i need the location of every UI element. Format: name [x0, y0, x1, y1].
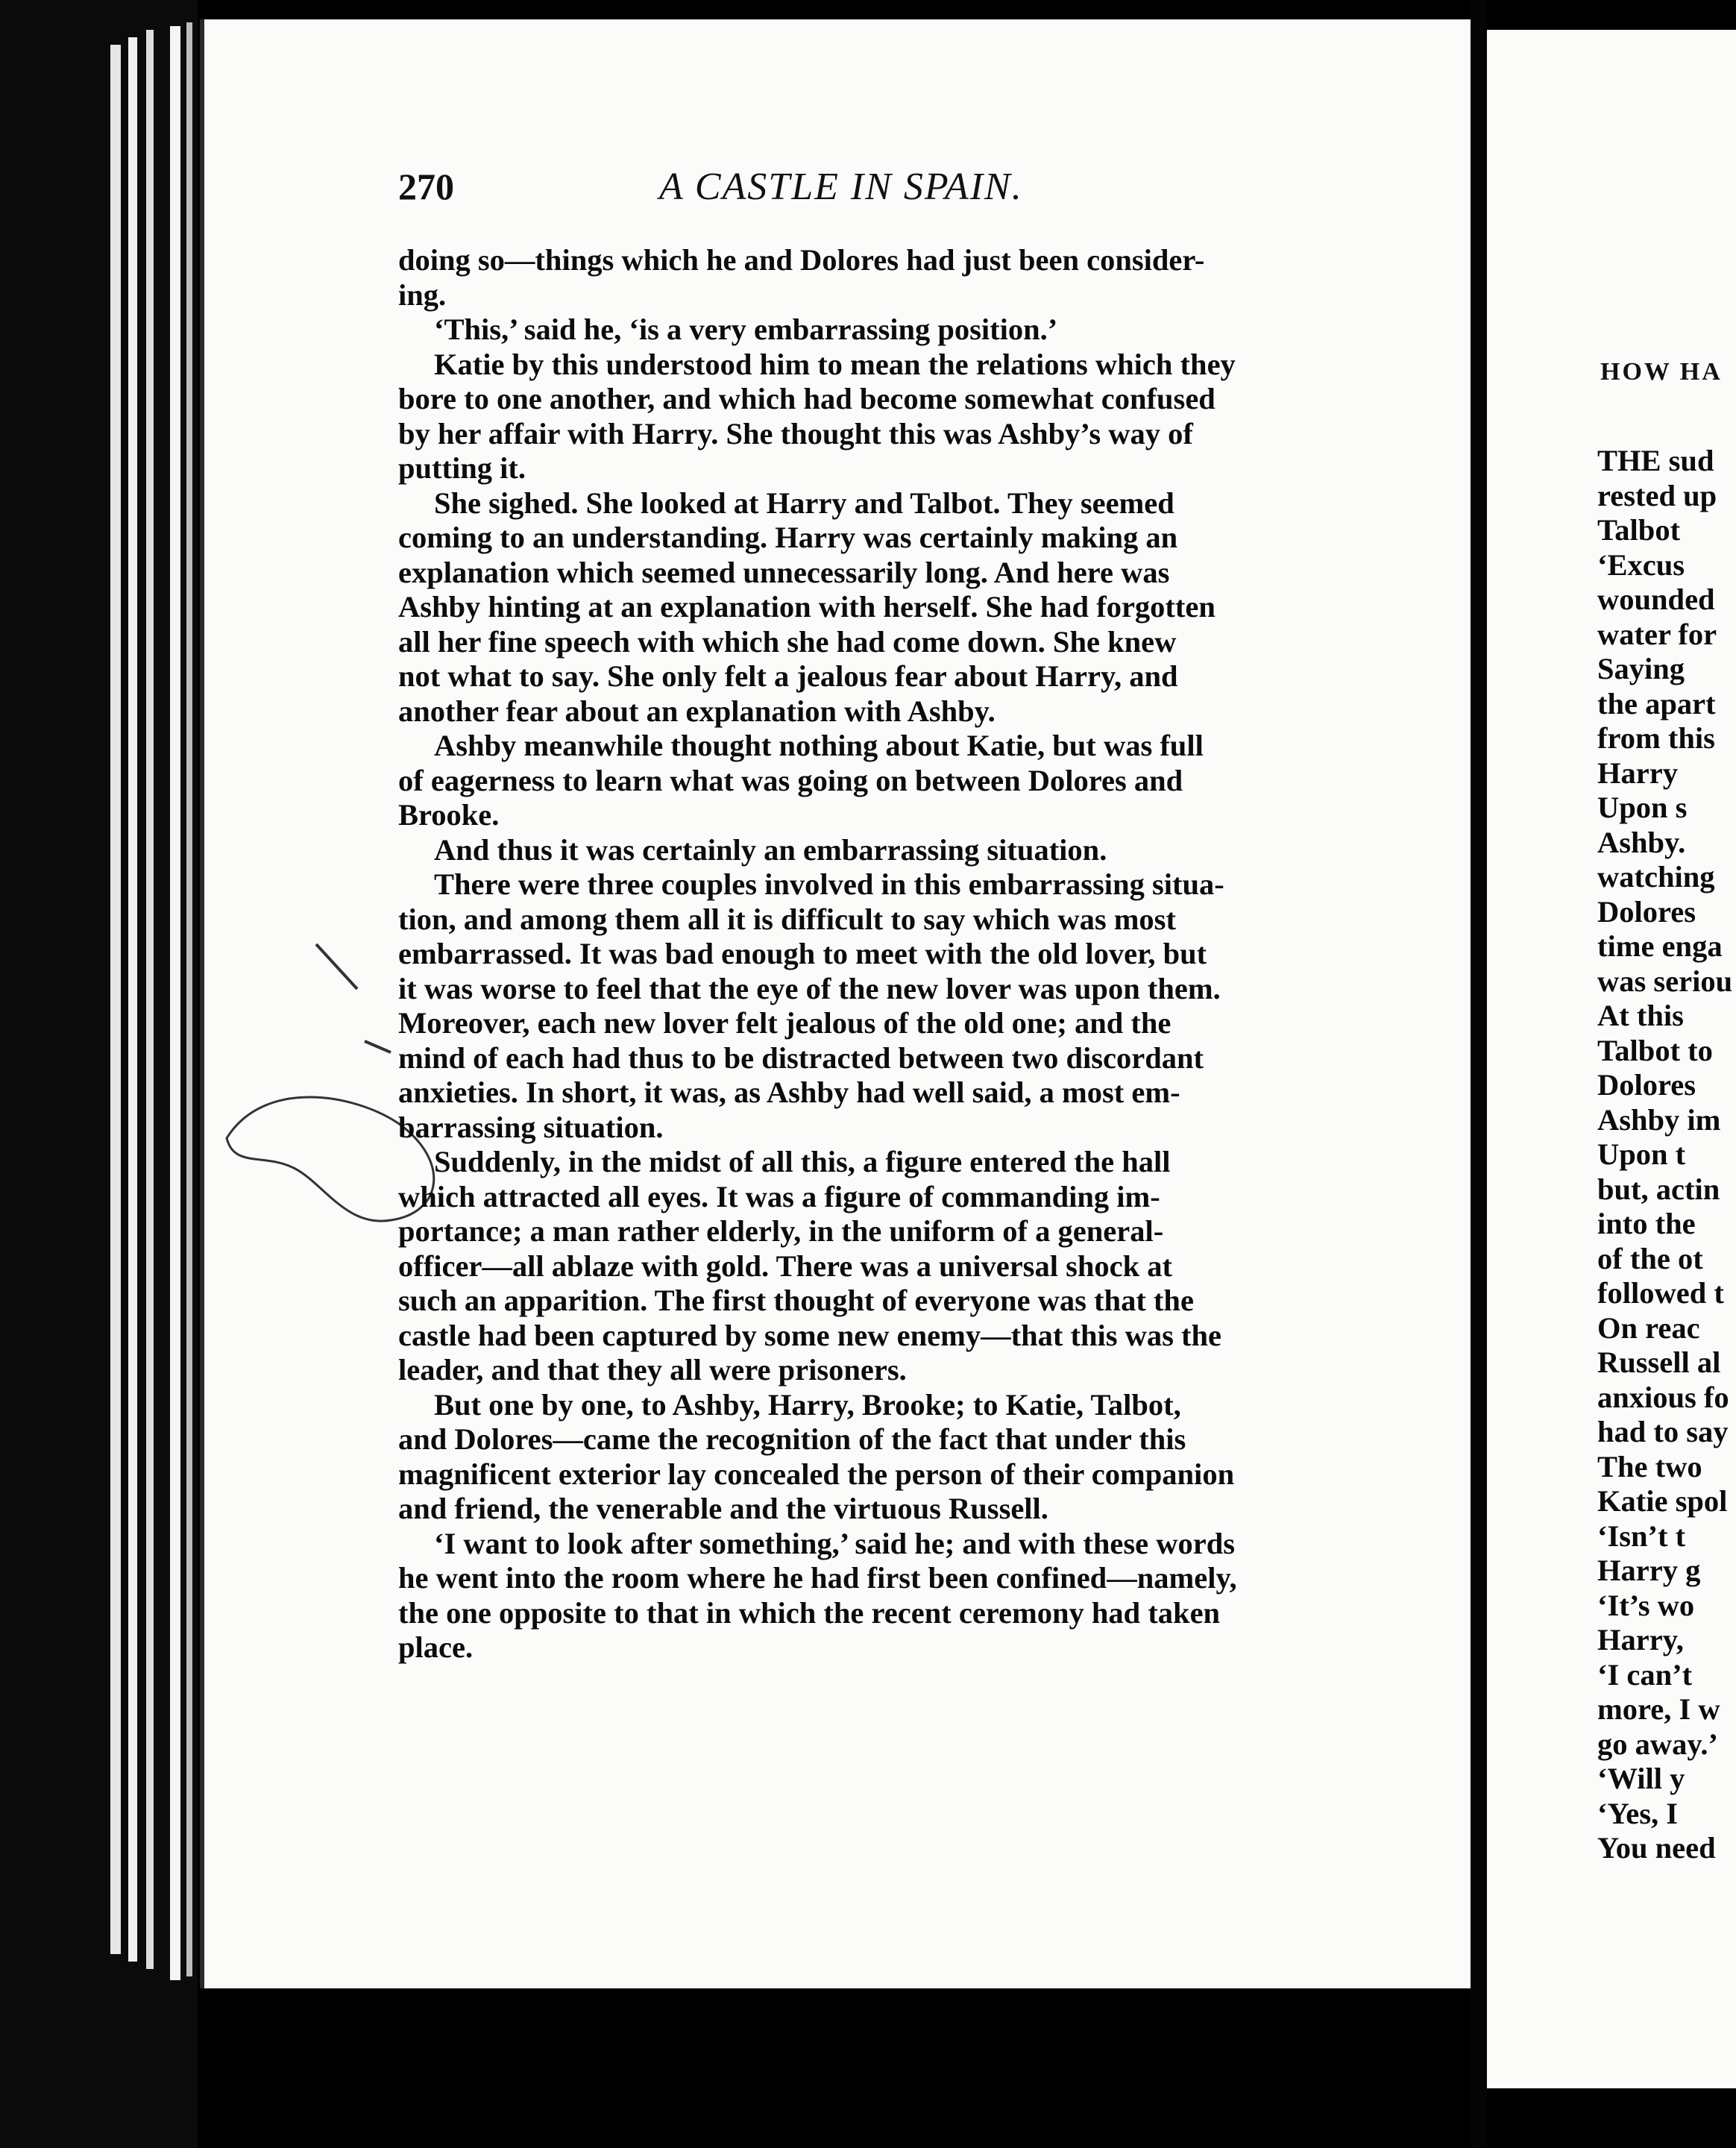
- text-line: the one opposite to that in which the recent ceremony had taken: [398, 1595, 1221, 1630]
- text-line: The two: [1597, 1449, 1702, 1483]
- text-line: place.: [398, 1630, 474, 1664]
- text-line: bore to one another, and which had become somewhat confused: [398, 382, 1215, 415]
- text-line: On reac: [1597, 1310, 1700, 1345]
- text-line: wounded: [1597, 582, 1715, 616]
- text-line: more, I w: [1597, 1692, 1720, 1726]
- text-line: THE sud: [1597, 444, 1714, 477]
- text-line: of eagerness to learn what was going on between Dolores and: [398, 763, 1183, 797]
- text-line: had to say: [1597, 1415, 1729, 1448]
- text-line: was seriou: [1597, 964, 1733, 998]
- text-line: time enga: [1597, 929, 1723, 963]
- text-line: You need: [1597, 1831, 1716, 1865]
- text-line: Harry: [1597, 756, 1678, 790]
- text-line: Suddenly, in the midst of all this, a figure entered the hall: [434, 1145, 1171, 1178]
- text-line: all her fine speech with which she had come down. She knew: [398, 624, 1177, 659]
- text-line: portance; a man rather elderly, in the uniform of a general-: [398, 1214, 1164, 1248]
- text-line: go away.’: [1597, 1727, 1718, 1761]
- text-line: not what to say. She only felt a jealous fear about Harry, and: [398, 659, 1178, 693]
- text-line: ‘This,’ said he, ‘is a very embarrassing position.’: [434, 313, 1058, 346]
- text-line: and Dolores—came the recognition of the fact that under this: [398, 1422, 1186, 1456]
- text-line: from this: [1597, 721, 1715, 755]
- text-line: Ashby hinting at an explanation with herself. She had forgotten: [398, 590, 1215, 624]
- text-line: ‘Isn’t t: [1597, 1519, 1686, 1553]
- text-line: ‘Will y: [1597, 1762, 1685, 1795]
- page-number: 270: [398, 166, 454, 207]
- text-line: embarrassed. It was bad enough to meet with the old lover, but: [398, 937, 1207, 970]
- body-text: [398, 243, 1562, 1665]
- text-line: barrassing situation.: [398, 1110, 664, 1144]
- text-line: leader, and that they all were prisoners.: [398, 1353, 907, 1387]
- text-line: such an apparition. The first thought of everyone was that the: [398, 1284, 1194, 1317]
- text-line: ‘Excus: [1597, 547, 1685, 582]
- text-line: She sighed. She looked at Harry and Talbot. They seemed: [434, 486, 1174, 520]
- text-line: doing so—things which he and Dolores had just been consider-: [398, 243, 1205, 277]
- text-line: into the: [1597, 1207, 1696, 1240]
- text-line: ‘Yes, I: [1597, 1796, 1678, 1830]
- running-title: A CASTLE IN SPAIN.: [659, 166, 1023, 208]
- text-line: Talbot: [1597, 513, 1681, 547]
- text-line: mind of each had thus to be distracted between two discordant: [398, 1040, 1204, 1075]
- ink-tick-mark: [365, 1041, 391, 1052]
- text-line: magnificent exterior lay concealed the person of their companion: [398, 1457, 1235, 1491]
- text-line: Katie spol: [1597, 1484, 1728, 1518]
- text-line: castle had been captured by some new enemy—that this was the: [398, 1318, 1221, 1352]
- text-line: Harry,: [1597, 1623, 1684, 1656]
- left-page: [200, 19, 1475, 1988]
- text-line: ‘I want to look after something,’ said he; and with these words: [434, 1526, 1236, 1560]
- text-line: Ashby.: [1597, 825, 1686, 859]
- right-body-text: [1597, 444, 1732, 1866]
- page-edge: [110, 45, 121, 1954]
- text-line: he went into the room where he had first been confined—namely,: [398, 1561, 1237, 1595]
- text-line: Russell al: [1597, 1345, 1721, 1379]
- text-line: Brooke.: [398, 798, 500, 832]
- text-line: Harry g: [1597, 1554, 1701, 1587]
- running-head: [398, 165, 1562, 217]
- right-page: [1487, 30, 1736, 2088]
- page-edge: [186, 22, 192, 1976]
- text-line: ing.: [398, 277, 447, 312]
- text-line: Dolores: [1597, 1068, 1696, 1102]
- text-line: rested up: [1597, 478, 1717, 512]
- text-line: And thus it was certainly an embarrassing situation.: [434, 832, 1107, 867]
- text-line: tion, and among them all it is difficult to say which was most: [398, 902, 1176, 936]
- text-line: anxieties. In short, it was, as Ashby had well said, a most em-: [398, 1075, 1180, 1109]
- text-line: which attracted all eyes. It was a figure of commanding im-: [398, 1179, 1160, 1213]
- text-line: putting it.: [398, 451, 526, 485]
- text-line: But one by one, to Ashby, Harry, Brooke; to Katie, Talbot,: [434, 1387, 1181, 1422]
- page-edge: [146, 30, 154, 1969]
- book-gutter: [1471, 0, 1487, 2148]
- text-line: watching: [1597, 860, 1715, 894]
- right-running-head: HOW HA: [1600, 358, 1723, 386]
- text-line: explanation which seemed unnecessarily long. And here was: [398, 555, 1170, 589]
- text-line: and friend, the venerable and the virtuous Russell.: [398, 1492, 1048, 1525]
- text-line: by her affair with Harry. She thought this was Ashby’s way of: [398, 416, 1193, 450]
- ink-tick-mark: [316, 944, 357, 989]
- text-line: Talbot to: [1597, 1033, 1713, 1067]
- text-line: Dolores: [1597, 894, 1696, 929]
- text-line: ‘It’s wo: [1597, 1588, 1695, 1622]
- text-line: of the ot: [1597, 1241, 1703, 1275]
- text-line: Ashby meanwhile thought nothing about Katie, but was full: [434, 729, 1204, 762]
- page-edge: [170, 26, 180, 1980]
- text-line: water for: [1597, 617, 1717, 651]
- text-line: anxious fo: [1597, 1380, 1729, 1414]
- text-line: another fear about an explanation with Ashby.: [398, 694, 996, 728]
- text-line: At this: [1597, 999, 1684, 1032]
- text-line: officer—all ablaze with gold. There was a universal shock at: [398, 1249, 1172, 1283]
- text-line: it was worse to feel that the eye of the new lover was upon them.: [398, 971, 1221, 1005]
- text-line: There were three couples involved in this embarrassing situa-: [434, 867, 1224, 901]
- text-line: coming to an understanding. Harry was certainly making an: [398, 521, 1178, 554]
- text-line: Moreover, each new lover felt jealous of the old one; and the: [398, 1006, 1172, 1040]
- text-line: Upon t: [1597, 1137, 1686, 1171]
- text-line: the apart: [1597, 686, 1716, 720]
- text-line: Ashby im: [1597, 1102, 1721, 1137]
- text-line: but, actin: [1597, 1172, 1720, 1206]
- page-edge: [128, 37, 137, 1962]
- text-line: Saying: [1597, 652, 1685, 685]
- text-line: ‘I can’t: [1597, 1657, 1693, 1692]
- text-line: Katie by this understood him to mean the relations which they: [434, 347, 1236, 381]
- book-spine: [0, 0, 198, 2148]
- text-line: followed t: [1597, 1276, 1724, 1310]
- text-line: Upon s: [1597, 791, 1688, 824]
